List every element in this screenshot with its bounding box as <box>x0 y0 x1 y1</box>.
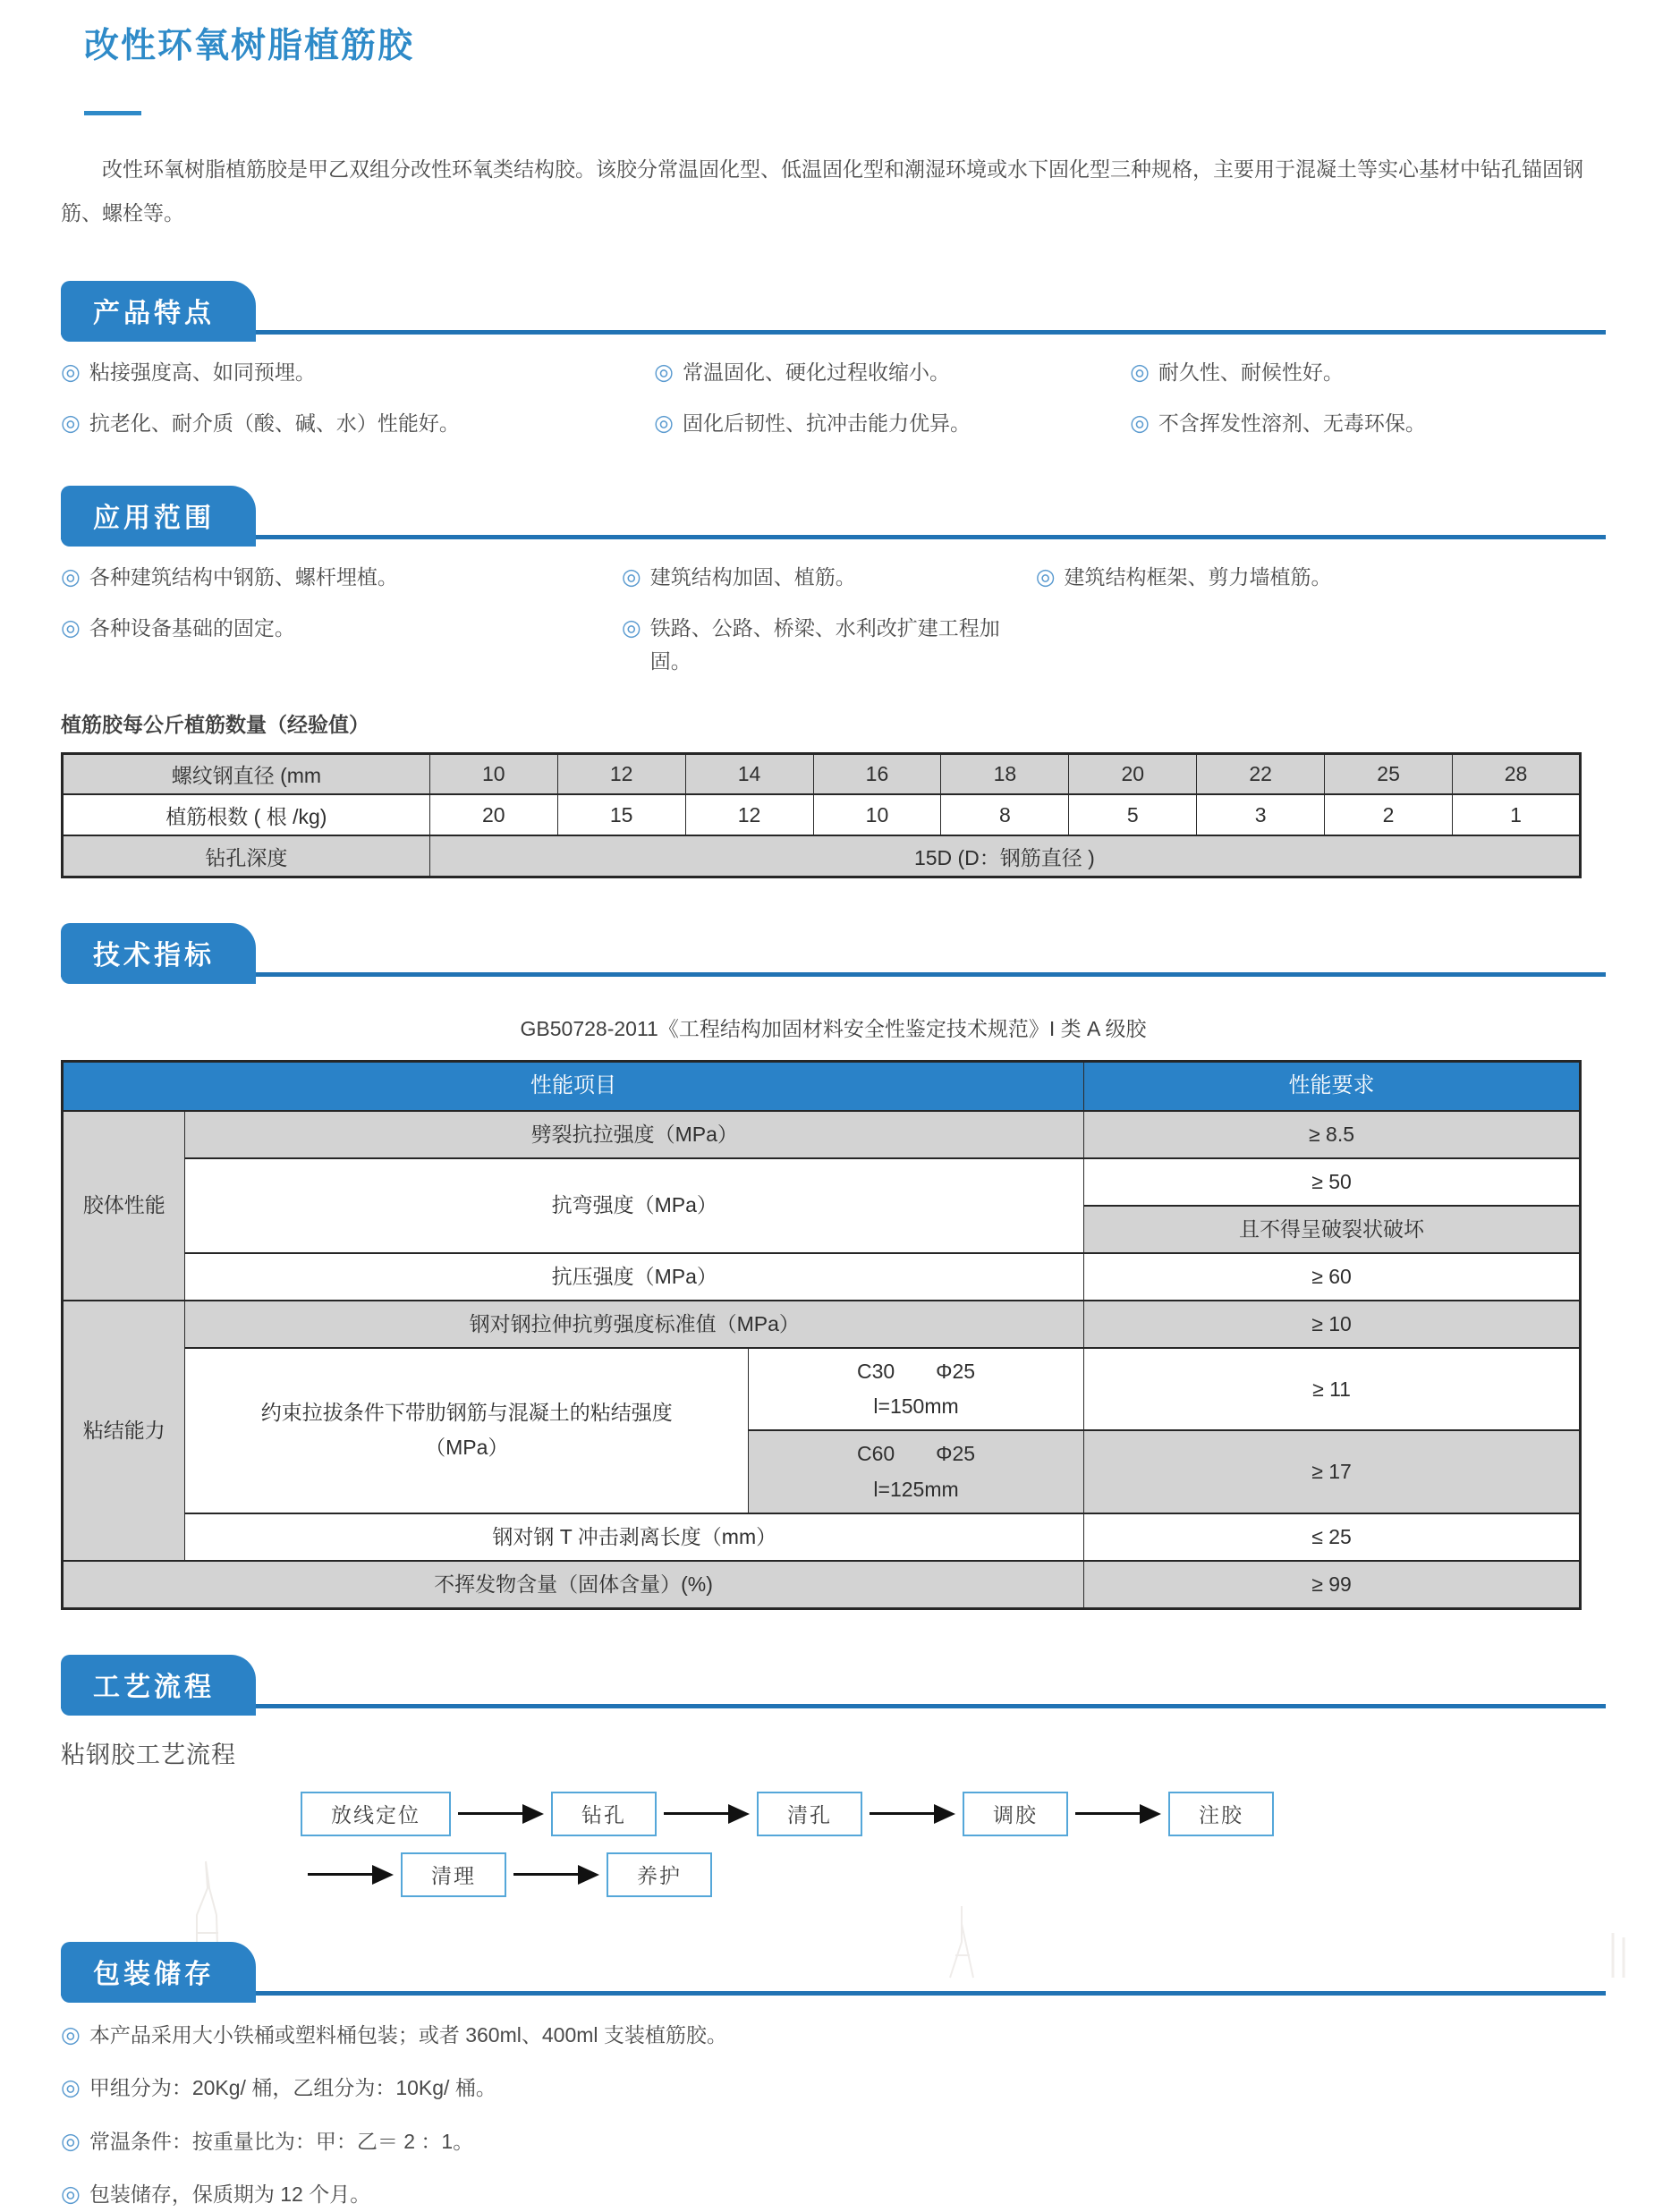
table-cell: 18 <box>941 753 1069 794</box>
property-cell: 钢对钢拉伸抗剪强度标准值（MPa） <box>185 1301 1084 1348</box>
technical-indicators-table <box>61 1060 1582 1610</box>
application-text: 建筑结构框架、剪力墙植筋。 <box>1064 564 1332 589</box>
condition-line2: l=150mm <box>873 1394 959 1419</box>
double-circle-bullet-icon: ◎ <box>654 411 674 436</box>
list-item <box>61 561 622 595</box>
condition-line1: C30 Φ25 <box>856 1360 976 1384</box>
arrow-right-icon <box>308 1865 394 1885</box>
list-item <box>622 612 1036 678</box>
table-row <box>63 1348 1581 1430</box>
column-header-item: 性能项目 <box>63 1061 1084 1110</box>
feature-text: 常温固化、硬化过程收缩小。 <box>682 360 950 384</box>
double-circle-bullet-icon: ◎ <box>621 564 641 589</box>
table-cell: 8 <box>941 794 1069 835</box>
section-header-tech <box>61 923 1606 977</box>
requirement-cell: ≥ 60 <box>1084 1253 1581 1301</box>
property-cell: 抗压强度（MPa） <box>185 1253 1084 1301</box>
feature-text: 粘接强度高、如同预埋。 <box>89 360 316 384</box>
table-cell: 15D (D：钢筋直径 ) <box>429 835 1580 877</box>
double-circle-bullet-icon: ◎ <box>61 411 81 436</box>
arrow-right-icon <box>870 1804 955 1824</box>
table-row <box>63 1513 1581 1561</box>
feature-text: 耐久性、耐候性好。 <box>1158 360 1344 384</box>
standard-note: GB50728-2011《工程结构加固材料安全性鉴定技术规范》I 类 A 级胶 <box>520 1016 1147 1040</box>
property-cell: 劈裂抗拉强度（MPa） <box>185 1111 1084 1158</box>
list-item <box>61 612 622 678</box>
requirement-cell: ≤ 25 <box>1084 1513 1581 1561</box>
double-circle-bullet-icon: ◎ <box>61 615 81 641</box>
application-text: 建筑结构加固、植筋。 <box>649 564 856 589</box>
table-cell: 15 <box>557 794 685 835</box>
arrow-right-icon <box>664 1804 750 1824</box>
page-title: 改性环氧树脂植筋胶 <box>84 27 415 65</box>
group-cell-glue: 胶体性能 <box>63 1111 185 1301</box>
double-circle-bullet-icon: ◎ <box>61 359 81 385</box>
feature-text: 固化后韧性、抗冲击能力优异。 <box>682 411 971 436</box>
requirement-cell: ≥ 17 <box>1084 1430 1581 1513</box>
double-circle-bullet-icon: ◎ <box>61 2128 81 2154</box>
group-cell-bond: 粘结能力 <box>63 1301 185 1561</box>
requirement-cell: ≥ 99 <box>1084 1561 1581 1609</box>
table-row <box>63 753 1581 794</box>
application-text: 各种设备基础的固定。 <box>89 616 295 640</box>
row-header-cell: 钻孔深度 <box>63 835 430 877</box>
table-row <box>63 1111 1581 1158</box>
table-cell: 1 <box>1453 794 1581 835</box>
table-cell: 25 <box>1325 753 1453 794</box>
list-item <box>622 561 1036 595</box>
table-cell: 16 <box>813 753 941 794</box>
column-header-req: 性能要求 <box>1084 1061 1581 1110</box>
property-cell: 抗弯强度（MPa） <box>185 1158 1084 1253</box>
section-underline <box>61 1704 1606 1708</box>
requirement-cell: ≥ 11 <box>1084 1348 1581 1430</box>
double-circle-bullet-icon: ◎ <box>1130 411 1150 436</box>
list-item <box>1036 561 1606 595</box>
flow-step: 注胶 <box>1168 1792 1274 1836</box>
process-flow-row-1 <box>301 1792 1606 1836</box>
row-header-cell: 植筋根数 ( 根 /kg) <box>63 794 430 835</box>
flow-step: 养护 <box>607 1852 712 1897</box>
condition-cell <box>749 1430 1084 1513</box>
section-badge-packaging: 包装储存 <box>61 1942 256 2003</box>
table-cell: 14 <box>685 753 813 794</box>
list-item <box>61 2125 1606 2159</box>
double-circle-bullet-icon: ◎ <box>61 2021 81 2047</box>
rebar-table-title: 植筋胶每公斤植筋数量（经验值） <box>61 712 369 736</box>
table-row <box>63 1253 1581 1301</box>
process-subtitle: 粘钢胶工艺流程 <box>61 1741 236 1768</box>
list-item <box>61 2019 1606 2053</box>
requirement-cell: ≥ 10 <box>1084 1301 1581 1348</box>
table-cell: 10 <box>813 794 941 835</box>
double-circle-bullet-icon: ◎ <box>654 359 674 385</box>
application-text: 各种建筑结构中钢筋、螺杆埋植。 <box>89 564 398 589</box>
table-cell: 5 <box>1069 794 1197 835</box>
table-row <box>63 1561 1581 1609</box>
feature-text: 不含挥发性溶剂、无毒环保。 <box>1158 411 1426 436</box>
rebar-quantity-table <box>61 752 1582 878</box>
feature-text: 抗老化、耐介质（酸、碱、水）性能好。 <box>89 411 460 436</box>
section-header-features <box>61 281 1606 335</box>
watermark-column-right <box>1606 1933 1633 1978</box>
section-badge-applications: 应用范围 <box>61 486 256 547</box>
double-circle-bullet-icon: ◎ <box>61 2182 81 2208</box>
arrow-right-icon <box>1075 1804 1161 1824</box>
section-underline <box>61 330 1606 335</box>
section-badge-tech: 技术指标 <box>61 923 256 984</box>
requirement-cell: 且不得呈破裂状破坏 <box>1084 1206 1581 1253</box>
flow-step: 钻孔 <box>551 1792 657 1836</box>
double-circle-bullet-icon: ◎ <box>1130 359 1150 385</box>
flow-step: 清理 <box>401 1852 506 1897</box>
table-cell: 3 <box>1197 794 1325 835</box>
bond-label-line2: （MPa） <box>425 1436 509 1460</box>
requirement-cell: ≥ 8.5 <box>1084 1111 1581 1158</box>
flow-step: 清孔 <box>757 1792 862 1836</box>
packaging-list <box>61 2019 1606 2212</box>
title-accent-dash <box>84 111 141 115</box>
list-item <box>1130 407 1606 441</box>
table-cell: 2 <box>1325 794 1453 835</box>
intro-paragraph: 改性环氧树脂植筋胶是甲乙双组分改性环氧类结构胶。该胶分常温固化型、低温固化型和潮湿环境或水下固化型三种规格，主要用于混凝土等实心基材中钻孔锚固钢筋、螺栓等。 <box>61 157 1583 225</box>
double-circle-bullet-icon: ◎ <box>1035 564 1056 589</box>
section-underline <box>61 972 1606 977</box>
section-underline <box>61 1991 1606 1996</box>
table-row <box>63 835 1581 877</box>
list-item <box>61 2072 1606 2106</box>
condition-cell <box>749 1348 1084 1430</box>
table-row <box>63 1158 1581 1206</box>
table-row <box>63 1061 1581 1110</box>
table-cell: 28 <box>1453 753 1581 794</box>
arrow-right-icon <box>458 1804 544 1824</box>
flow-step: 放线定位 <box>301 1792 451 1836</box>
list-item <box>61 407 654 441</box>
double-circle-bullet-icon: ◎ <box>61 2075 81 2101</box>
table-row <box>63 794 1581 835</box>
table-cell: 12 <box>557 753 685 794</box>
list-item <box>61 356 654 390</box>
bond-label-line1: 约束拉拔条件下带肋钢筋与混凝土的粘结强度 <box>260 1401 673 1425</box>
property-cell <box>185 1348 749 1513</box>
property-cell: 钢对钢 T 冲击剥离长度（mm） <box>185 1513 1084 1561</box>
arrow-right-icon <box>513 1865 599 1885</box>
double-circle-bullet-icon: ◎ <box>61 564 81 589</box>
packaging-text: 包装储存，保质期为 12 个月。 <box>89 2182 371 2207</box>
row-header-cell: 螺纹钢直径 (mm <box>63 753 430 794</box>
application-text: 铁路、公路、桥梁、水利改扩建工程加固。 <box>649 616 1000 674</box>
table-row <box>63 1301 1581 1348</box>
table-cell: 12 <box>685 794 813 835</box>
double-circle-bullet-icon: ◎ <box>621 615 641 641</box>
condition-line1: C60 Φ25 <box>856 1442 976 1466</box>
packaging-text: 本产品采用大小铁桶或塑料桶包装；或者 360ml、400ml 支装植筋胶。 <box>89 2022 727 2047</box>
table-cell: 22 <box>1197 753 1325 794</box>
list-item <box>61 2178 1606 2212</box>
list-item <box>654 407 1130 441</box>
list-item <box>1130 356 1606 390</box>
property-cell: 不挥发物含量（固体含量）(%) <box>63 1561 1084 1609</box>
section-badge-process: 工艺流程 <box>61 1655 256 1716</box>
list-item <box>654 356 1130 390</box>
section-header-process <box>61 1655 1606 1708</box>
flow-step: 调胶 <box>963 1792 1068 1836</box>
requirement-cell: ≥ 50 <box>1084 1158 1581 1206</box>
packaging-text: 常温条件：按重量比为：甲：乙＝ 2 ：1。 <box>89 2129 474 2153</box>
packaging-text: 甲组分为：20Kg/ 桶，乙组分为：10Kg/ 桶。 <box>89 2076 496 2100</box>
process-flow-row-2 <box>301 1852 1606 1897</box>
table-cell: 20 <box>1069 753 1197 794</box>
table-cell: 10 <box>429 753 557 794</box>
table-cell: 20 <box>429 794 557 835</box>
section-badge-features: 产品特点 <box>61 281 256 342</box>
features-list <box>61 356 1606 441</box>
section-underline <box>61 535 1606 539</box>
section-header-packaging <box>61 1942 1606 1996</box>
applications-list <box>61 561 1606 678</box>
condition-line2: l=125mm <box>873 1477 959 1501</box>
section-header-applications <box>61 486 1606 539</box>
